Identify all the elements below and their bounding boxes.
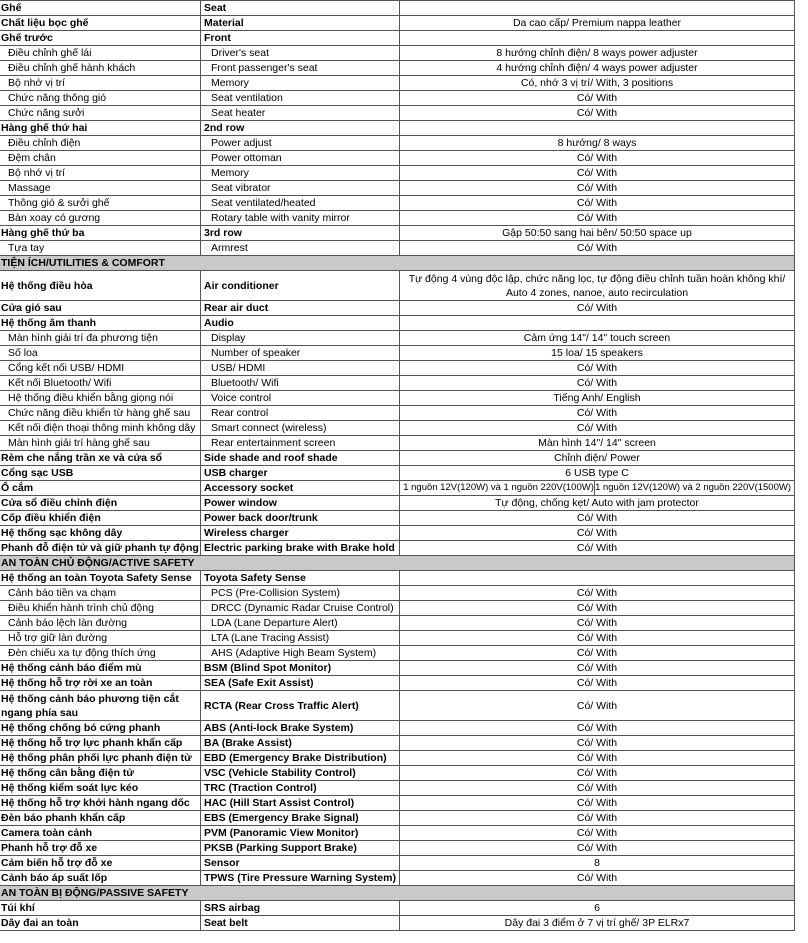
spec-row — [0, 61, 795, 76]
spec-value: Tiếng Anh/ English — [400, 391, 795, 406]
spec-row — [0, 241, 795, 256]
section-header — [0, 886, 795, 901]
spec-value: Có/ With — [400, 541, 795, 556]
spec-label-vi: Hệ thống phân phối lực phanh điện tử — [0, 751, 201, 766]
spec-row — [0, 796, 795, 811]
spec-row — [0, 301, 795, 316]
spec-row — [0, 211, 795, 226]
spec-value: Có/ With — [400, 526, 795, 541]
spec-label-en: DRCC (Dynamic Radar Cruise Control) — [201, 601, 400, 616]
spec-row — [0, 406, 795, 421]
spec-label-en: SEA (Safe Exit Assist) — [201, 676, 400, 691]
spec-label-vi: Rèm che nắng trần xe và cửa sổ — [0, 451, 201, 466]
spec-value: Có/ With — [400, 646, 795, 661]
spec-label-en: Accessory socket — [201, 481, 400, 496]
spec-row — [0, 526, 795, 541]
spec-row — [0, 151, 795, 166]
spec-row — [0, 166, 795, 181]
section-title: AN TOÀN CHỦ ĐỘNG/ACTIVE SAFETY — [0, 556, 795, 571]
spec-value: Có/ With — [400, 766, 795, 781]
spec-label-vi: Hệ thống sạc không dây — [0, 526, 201, 541]
spec-value: Có/ With — [400, 301, 795, 316]
spec-label-en: Smart connect (wireless) — [201, 421, 400, 436]
spec-label-vi: Hệ thống hỗ trợ lực phanh khẩn cấp — [0, 736, 201, 751]
spec-row — [0, 451, 795, 466]
spec-label-en: Number of speaker — [201, 346, 400, 361]
spec-label-en: BSM (Blind Spot Monitor) — [201, 661, 400, 676]
spec-label-en: ABS (Anti-lock Brake System) — [201, 721, 400, 736]
spec-label-en: Rear control — [201, 406, 400, 421]
spec-value: Có/ With — [400, 241, 795, 256]
spec-value: 8 hướng/ 8 ways — [400, 136, 795, 151]
spec-label-vi: Hệ thống hỗ trợ khởi hành ngang dốc — [0, 796, 201, 811]
spec-label-en: TRC (Traction Control) — [201, 781, 400, 796]
spec-label-en: LTA (Lane Tracing Assist) — [201, 631, 400, 646]
spec-label-en: Seat ventilated/heated — [201, 196, 400, 211]
spec-value: Có/ With — [400, 151, 795, 166]
spec-value: Có/ With — [400, 841, 795, 856]
spec-label-vi: Dây đai an toàn — [0, 916, 201, 931]
spec-row — [0, 901, 795, 916]
spec-value: 15 loa/ 15 speakers — [400, 346, 795, 361]
spec-label-vi: Hỗ trợ giữ làn đường — [0, 631, 201, 646]
spec-value: Tự động 4 vùng độc lập, chức năng lọc, tự động điều chỉnh tuần hoàn không khí/ Auto 4 zones, nanoe, auto recirculation — [400, 271, 795, 301]
spec-label-en: HAC (Hill Start Assist Control) — [201, 796, 400, 811]
spec-row — [0, 466, 795, 481]
spec-label-vi: Massage — [0, 181, 201, 196]
spec-label-vi: Hệ thống âm thanh — [0, 316, 201, 331]
spec-row — [0, 136, 795, 151]
spec-value — [400, 316, 795, 331]
spec-value: Có/ With — [400, 826, 795, 841]
socket-option-1: 1 nguồn 12V(120W) và 1 nguồn 220V(100W) — [403, 482, 594, 493]
spec-value: 4 hướng chỉnh điện/ 4 ways power adjuster — [400, 61, 795, 76]
spec-label-vi: Hàng ghế thứ hai — [0, 121, 201, 136]
spec-row — [0, 361, 795, 376]
spec-label-en: Voice control — [201, 391, 400, 406]
spec-label-vi: Chức năng thông gió — [0, 91, 201, 106]
spec-value: Có/ With — [400, 661, 795, 676]
spec-label-vi: Phanh hỗ trợ đỗ xe — [0, 841, 201, 856]
spec-row — [0, 421, 795, 436]
spec-row — [0, 826, 795, 841]
spec-row — [0, 481, 795, 496]
spec-label-en: 3rd row — [201, 226, 400, 241]
spec-label-en: Rear entertainment screen — [201, 436, 400, 451]
spec-value: Màn hình 14"/ 14" screen — [400, 436, 795, 451]
spec-row — [0, 271, 795, 301]
spec-row — [0, 181, 795, 196]
spec-row — [0, 916, 795, 931]
spec-label-en: VSC (Vehicle Stability Control) — [201, 766, 400, 781]
spec-label-vi: Hệ thống điều khiển bằng giọng nói — [0, 391, 201, 406]
spec-label-en: Display — [201, 331, 400, 346]
spec-row — [0, 736, 795, 751]
spec-row — [0, 16, 795, 31]
spec-row — [0, 661, 795, 676]
spec-value: Có/ With — [400, 601, 795, 616]
spec-row — [0, 841, 795, 856]
spec-label-vi: Hệ thống an toàn Toyota Safety Sense — [0, 571, 201, 586]
spec-label-en: USB/ HDMI — [201, 361, 400, 376]
spec-row — [0, 676, 795, 691]
spec-value: Có/ With — [400, 406, 795, 421]
spec-label-vi: Hệ thống cân bằng điện tử — [0, 766, 201, 781]
spec-row — [0, 46, 795, 61]
spec-label-vi: Đèn chiếu xa tự động thích ứng — [0, 646, 201, 661]
spec-value: Có, nhớ 3 vị trí/ With, 3 positions — [400, 76, 795, 91]
spec-label-vi: Cổng sạc USB — [0, 466, 201, 481]
spec-value: 6 USB type C — [400, 466, 795, 481]
spec-row — [0, 511, 795, 526]
spec-label-vi: Kết nối điện thoại thông minh không dây — [0, 421, 201, 436]
section-title: TIỆN ÍCH/UTILITIES & COMFORT — [0, 256, 795, 271]
spec-label-vi: Túi khí — [0, 901, 201, 916]
spec-row — [0, 91, 795, 106]
spec-value — [400, 1, 795, 16]
spec-value: Có/ With — [400, 106, 795, 121]
spec-label-vi: Hệ thống cảnh báo điểm mù — [0, 661, 201, 676]
spec-label-en: PVM (Panoramic View Monitor) — [201, 826, 400, 841]
spec-label-en: USB charger — [201, 466, 400, 481]
spec-label-en: PCS (Pre-Collision System) — [201, 586, 400, 601]
spec-row — [0, 76, 795, 91]
spec-value — [400, 31, 795, 46]
spec-value: Có/ With — [400, 721, 795, 736]
spec-label-en: Power back door/trunk — [201, 511, 400, 526]
spec-value-split — [400, 481, 795, 496]
spec-label-vi: Chức năng sưởi — [0, 106, 201, 121]
section-title: AN TOÀN BỊ ĐỘNG/PASSIVE SAFETY — [0, 886, 795, 901]
spec-label-en: Memory — [201, 166, 400, 181]
spec-value: Có/ With — [400, 796, 795, 811]
spec-label-en: Driver's seat — [201, 46, 400, 61]
spec-row — [0, 601, 795, 616]
spec-label-vi: Hệ thống chống bó cứng phanh — [0, 721, 201, 736]
spec-label-en: Sensor — [201, 856, 400, 871]
spec-row — [0, 766, 795, 781]
spec-label-vi: Màn hình giải trí đa phương tiện — [0, 331, 201, 346]
spec-label-en: Audio — [201, 316, 400, 331]
section-header — [0, 556, 795, 571]
spec-label-en: Toyota Safety Sense — [201, 571, 400, 586]
spec-row — [0, 436, 795, 451]
spec-row — [0, 571, 795, 586]
spec-row — [0, 691, 795, 721]
spec-row — [0, 811, 795, 826]
spec-value — [400, 571, 795, 586]
spec-label-en: Power window — [201, 496, 400, 511]
spec-label-vi: Bộ nhớ vị trí — [0, 166, 201, 181]
spec-label-vi: Hệ thống kiểm soát lực kéo — [0, 781, 201, 796]
spec-label-en: TPWS (Tire Pressure Warning System) — [201, 871, 400, 886]
spec-label-en: Power ottoman — [201, 151, 400, 166]
spec-label-vi: Thông gió & sưởi ghế — [0, 196, 201, 211]
spec-label-vi: Phanh đỗ điện tử và giữ phanh tự động — [0, 541, 201, 556]
spec-row — [0, 646, 795, 661]
spec-label-vi: Hệ thống cảnh báo phương tiện cắt ngang phía sau — [0, 691, 201, 721]
spec-value: Có/ With — [400, 421, 795, 436]
spec-label-vi: Điều chỉnh ghế hành khách — [0, 61, 201, 76]
spec-label-vi: Điều khiển hành trình chủ động — [0, 601, 201, 616]
spec-label-en: Side shade and roof shade — [201, 451, 400, 466]
spec-value: Có/ With — [400, 781, 795, 796]
spec-label-en: Front passenger's seat — [201, 61, 400, 76]
spec-value: Có/ With — [400, 166, 795, 181]
spec-label-en: Rotary table with vanity mirror — [201, 211, 400, 226]
spec-row — [0, 226, 795, 241]
spec-value: Có/ With — [400, 376, 795, 391]
spec-row — [0, 721, 795, 736]
spec-row — [0, 391, 795, 406]
spec-label-vi: Chất liệu bọc ghế — [0, 16, 201, 31]
spec-row — [0, 856, 795, 871]
spec-value: Có/ With — [400, 736, 795, 751]
spec-label-vi: Điều chỉnh điện — [0, 136, 201, 151]
section-header — [0, 256, 795, 271]
spec-label-en: AHS (Adaptive High Beam System) — [201, 646, 400, 661]
spec-label-en: Seat — [201, 1, 400, 16]
spec-label-vi: Cốp điều khiển điện — [0, 511, 201, 526]
spec-label-en: Power adjust — [201, 136, 400, 151]
spec-value: Có/ With — [400, 691, 795, 721]
spec-label-en: RCTA (Rear Cross Traffic Alert) — [201, 691, 400, 721]
spec-row — [0, 1, 795, 16]
spec-value: Có/ With — [400, 511, 795, 526]
spec-label-vi: Cảnh báo áp suất lốp — [0, 871, 201, 886]
spec-label-vi: Điều chỉnh ghế lái — [0, 46, 201, 61]
spec-value: Có/ With — [400, 196, 795, 211]
spec-label-en: SRS airbag — [201, 901, 400, 916]
spec-label-en: Air conditioner — [201, 271, 400, 301]
spec-value: Có/ With — [400, 211, 795, 226]
spec-label-en: Bluetooth/ Wifi — [201, 376, 400, 391]
spec-label-en: 2nd row — [201, 121, 400, 136]
spec-label-vi: Bộ nhớ vị trí — [0, 76, 201, 91]
spec-label-en: Material — [201, 16, 400, 31]
spec-label-vi: Đệm chân — [0, 151, 201, 166]
socket-option-2: 1 nguồn 12V(120W) và 2 nguồn 220V(1500W) — [595, 482, 791, 493]
spec-label-vi: Chức năng điều khiển từ hàng ghế sau — [0, 406, 201, 421]
spec-row — [0, 331, 795, 346]
spec-value: 8 — [400, 856, 795, 871]
spec-label-en: Memory — [201, 76, 400, 91]
spec-row — [0, 631, 795, 646]
spec-label-vi: Số loa — [0, 346, 201, 361]
spec-label-vi: Hệ thống điều hòa — [0, 271, 201, 301]
spec-value — [400, 121, 795, 136]
spec-label-en: Armrest — [201, 241, 400, 256]
spec-label-en: EBD (Emergency Brake Distribution) — [201, 751, 400, 766]
spec-label-vi: Cảm biến hỗ trợ đỗ xe — [0, 856, 201, 871]
spec-label-en: Seat belt — [201, 916, 400, 931]
spec-value: Cảm ứng 14"/ 14" touch screen — [400, 331, 795, 346]
spec-label-vi: Ổ cắm — [0, 481, 201, 496]
spec-label-en: Seat vibrator — [201, 181, 400, 196]
spec-label-en: EBS (Emergency Brake Signal) — [201, 811, 400, 826]
spec-label-vi: Kết nối Bluetooth/ Wifi — [0, 376, 201, 391]
spec-label-en: BA (Brake Assist) — [201, 736, 400, 751]
spec-row — [0, 31, 795, 46]
spec-label-vi: Ghế trước — [0, 31, 201, 46]
spec-row — [0, 106, 795, 121]
spec-label-vi: Cửa gió sau — [0, 301, 201, 316]
spec-label-vi: Hệ thống hỗ trợ rời xe an toàn — [0, 676, 201, 691]
spec-label-vi: Cửa sổ điều chỉnh điện — [0, 496, 201, 511]
spec-row — [0, 196, 795, 211]
spec-row — [0, 496, 795, 511]
spec-label-en: Rear air duct — [201, 301, 400, 316]
spec-label-vi: Cảnh báo tiền va chạm — [0, 586, 201, 601]
spec-value: Có/ With — [400, 751, 795, 766]
spec-label-vi: Hàng ghế thứ ba — [0, 226, 201, 241]
spec-value: Có/ With — [400, 181, 795, 196]
spec-row — [0, 121, 795, 136]
spec-label-vi: Tựa tay — [0, 241, 201, 256]
spec-row — [0, 871, 795, 886]
spec-label-vi: Đèn báo phanh khẩn cấp — [0, 811, 201, 826]
spec-label-vi: Màn hình giải trí hàng ghế sau — [0, 436, 201, 451]
spec-value: Có/ With — [400, 616, 795, 631]
spec-label-en: Wireless charger — [201, 526, 400, 541]
spec-row — [0, 586, 795, 601]
spec-value: Da cao cấp/ Premium nappa leather — [400, 16, 795, 31]
spec-value: Có/ With — [400, 91, 795, 106]
spec-label-vi: Cổng kết nối USB/ HDMI — [0, 361, 201, 376]
spec-label-en: Electric parking brake with Brake hold — [201, 541, 400, 556]
spec-row — [0, 616, 795, 631]
spec-value: Có/ With — [400, 676, 795, 691]
spec-row — [0, 316, 795, 331]
spec-value: Có/ With — [400, 871, 795, 886]
spec-row — [0, 376, 795, 391]
spec-label-en: Seat ventilation — [201, 91, 400, 106]
spec-row — [0, 541, 795, 556]
spec-value: Dây đai 3 điểm ở 7 vị trí ghế/ 3P ELRx7 — [400, 916, 795, 931]
spec-label-en: Front — [201, 31, 400, 46]
spec-value: Có/ With — [400, 586, 795, 601]
spec-label-vi: Camera toàn cảnh — [0, 826, 201, 841]
spec-value: Có/ With — [400, 811, 795, 826]
spec-label-en: Seat heater — [201, 106, 400, 121]
spec-label-vi: Bàn xoay có gương — [0, 211, 201, 226]
spec-value: Gập 50:50 sang hai bên/ 50:50 space up — [400, 226, 795, 241]
spec-row — [0, 346, 795, 361]
spec-value: 8 hướng chỉnh điện/ 8 ways power adjuster — [400, 46, 795, 61]
spec-row — [0, 781, 795, 796]
spec-value: Chỉnh điện/ Power — [400, 451, 795, 466]
spec-label-en: PKSB (Parking Support Brake) — [201, 841, 400, 856]
spec-label-en: LDA (Lane Departure Alert) — [201, 616, 400, 631]
spec-value: Có/ With — [400, 631, 795, 646]
spec-label-vi: Cảnh báo lệch làn đường — [0, 616, 201, 631]
spec-value: Có/ With — [400, 361, 795, 376]
spec-label-vi: Ghế — [0, 1, 201, 16]
spec-value: 6 — [400, 901, 795, 916]
spec-value: Tự động, chống kẹt/ Auto with jam protector — [400, 496, 795, 511]
spec-row — [0, 751, 795, 766]
